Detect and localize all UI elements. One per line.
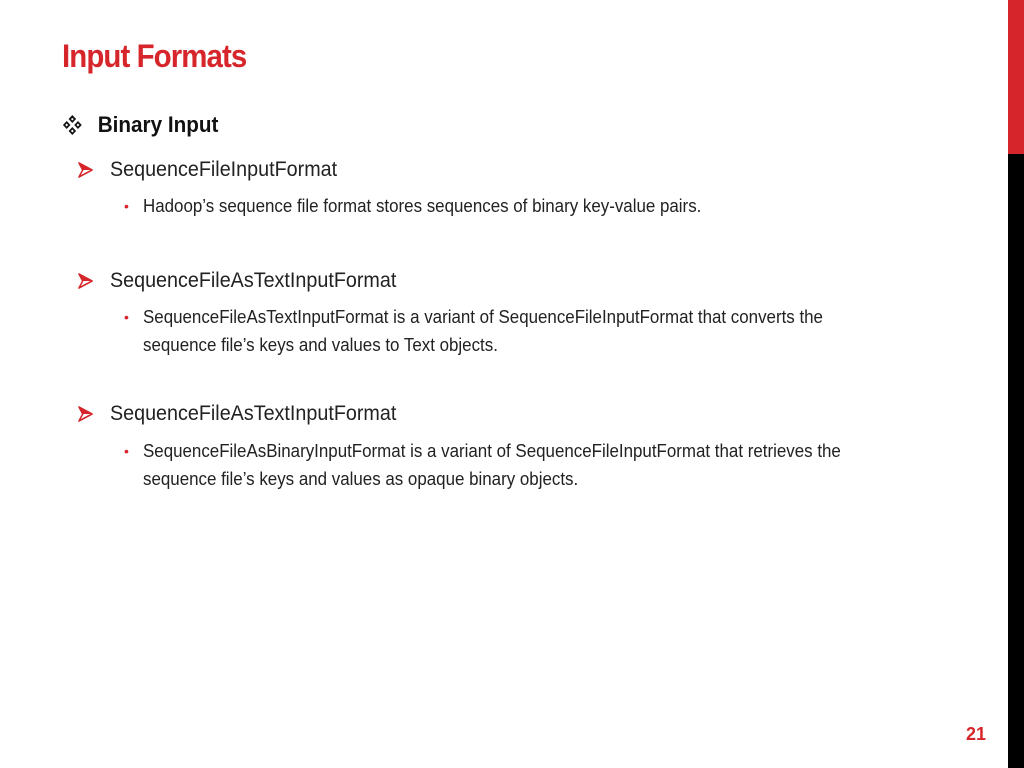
side-accent-bar-black	[1008, 154, 1024, 768]
section-heading	[62, 112, 218, 138]
four-diamond-icon	[62, 114, 83, 136]
list-item-bullet	[124, 192, 884, 220]
slide-title: Input Formats	[62, 38, 247, 74]
bullet-dot-icon: •	[124, 309, 129, 325]
list-item-heading: SequenceFileAsTextInputFormat	[109, 402, 397, 425]
section-label: Binary Input	[97, 112, 219, 137]
list-item-heading: SequenceFileInputFormat	[109, 158, 338, 181]
list-item-heading: SequenceFileAsTextInputFormat	[109, 269, 397, 292]
arrow-bullet-icon	[78, 162, 93, 178]
list-item-bullet	[124, 437, 884, 493]
bullet-text: SequenceFileAsTextInputFormat is a variant of SequenceFileInputFormat that converts the sequence file’s keys and values to Text objects.	[143, 307, 823, 355]
list-item	[78, 402, 396, 426]
bullet-text: SequenceFileAsBinaryInputFormat is a variant of SequenceFileInputFormat that retrieves the sequence file’s keys and values as opaque binary objects.	[143, 441, 841, 489]
bullet-dot-icon: •	[124, 198, 129, 214]
side-accent-bar-red	[1008, 0, 1024, 154]
list-item	[78, 269, 396, 293]
arrow-bullet-icon	[78, 273, 93, 289]
page-number: 21	[965, 724, 986, 744]
list-item-bullet	[124, 303, 884, 359]
bullet-text: Hadoop’s sequence file format stores sequences of binary key-value pairs.	[143, 196, 702, 216]
bullet-dot-icon: •	[124, 443, 129, 459]
arrow-bullet-icon	[78, 406, 93, 422]
list-item	[78, 158, 337, 182]
